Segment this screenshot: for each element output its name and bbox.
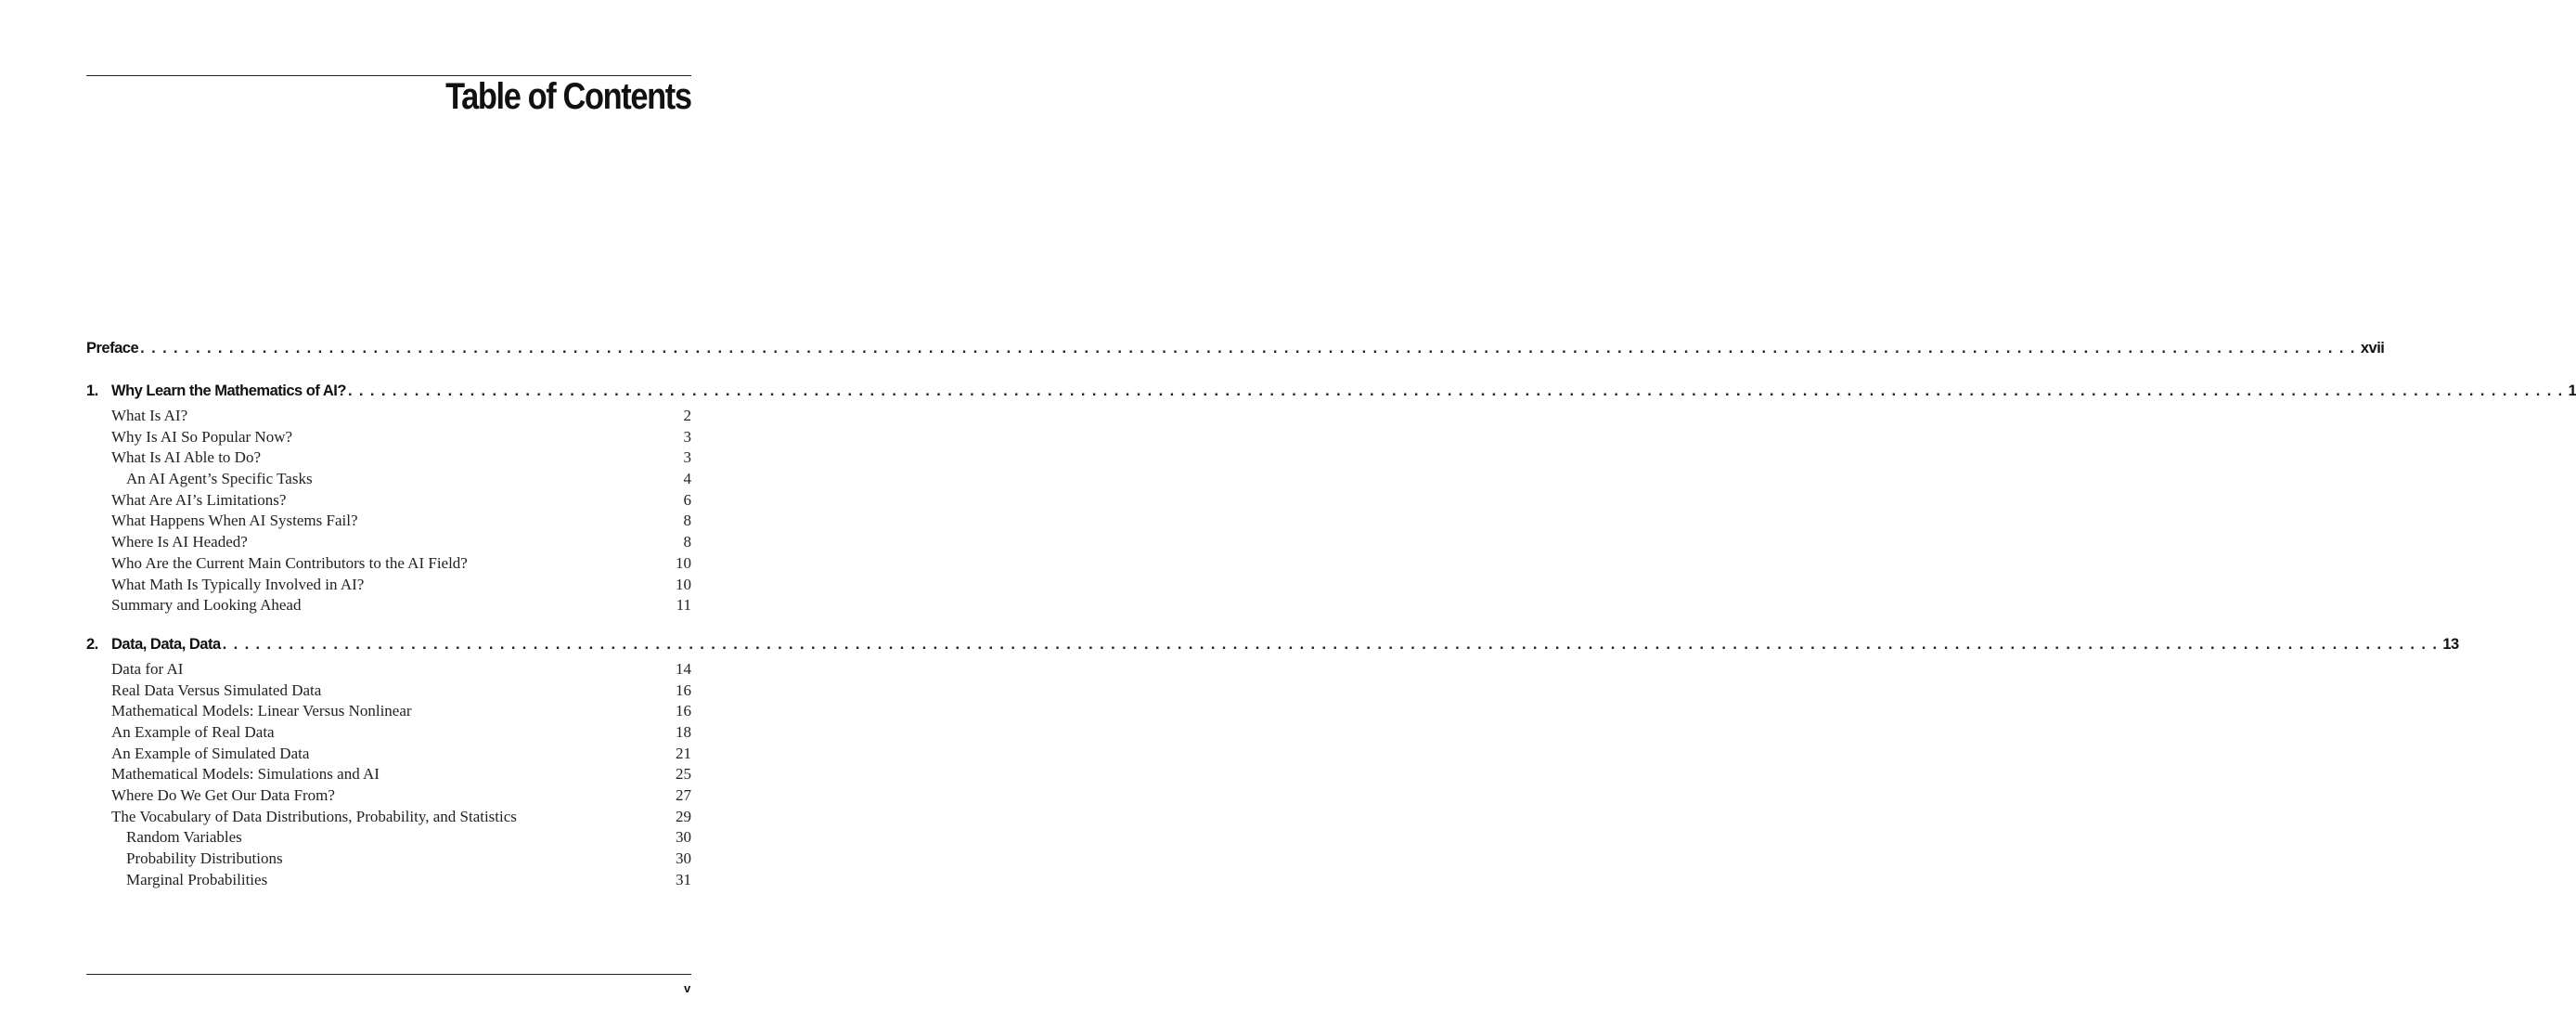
toc-entry-label (86, 407, 187, 425)
toc-page-number: 31 (676, 870, 691, 888)
toc-section[interactable] (86, 808, 691, 829)
toc-entry-label (86, 660, 183, 679)
toc-entry-text: Real Data Versus Simulated Data (111, 681, 322, 699)
toc-entry-label (86, 512, 358, 530)
toc-entry-label (86, 340, 138, 357)
table-of-contents (86, 340, 2576, 891)
toc-entry-text: An AI Agent’s Specific Tasks (126, 470, 313, 488)
toc-page-number: 16 (676, 702, 691, 720)
toc-entry-text: Marginal Probabilities (126, 870, 268, 888)
toc-section[interactable] (86, 512, 691, 533)
toc-entry-label (86, 470, 313, 488)
toc-entry-label (86, 681, 321, 700)
toc-section[interactable] (86, 533, 691, 554)
toc-page-number: 21 (676, 744, 691, 762)
toc-entry-text: Random Variables (126, 828, 242, 847)
toc-entry-text: Where Do We Get Our Data From? (111, 786, 335, 804)
toc-page-number: 27 (676, 786, 691, 804)
toc-page-number: 13 (2442, 635, 2459, 653)
toc-subsection[interactable] (86, 470, 691, 491)
toc-entry-text: What Are AI’s Limitations? (111, 490, 287, 509)
toc-chapter[interactable] (86, 382, 2576, 407)
chapter-number: 1. (86, 382, 98, 399)
toc-page-number: 6 (683, 490, 691, 509)
toc-entry-text: Mathematical Models: Linear Versus Nonlinear (111, 702, 412, 720)
toc-entry-label (86, 702, 412, 720)
page-number: v (684, 981, 691, 995)
toc-entry-label (86, 428, 292, 447)
toc-section[interactable] (86, 554, 691, 576)
toc-entry-text: Summary and Looking Ahead (111, 596, 302, 615)
toc-section[interactable] (86, 786, 691, 808)
toc-entry-label (86, 745, 309, 763)
toc-section[interactable] (86, 745, 691, 766)
toc-page-number: 16 (676, 681, 691, 699)
toc-entry-label (86, 786, 335, 805)
toc-entry-label (86, 765, 380, 784)
toc-entry-text: What Is AI Able to Do? (111, 448, 261, 467)
toc-entry-text: Who Are the Current Main Contributors to the AI Field? (111, 553, 468, 572)
toc-entry-text: An Example of Simulated Data (111, 744, 310, 762)
toc-entry-text: Why Learn the Mathematics of AI? (111, 382, 346, 399)
toc-entry-label (86, 636, 221, 654)
toc-entry-label (86, 871, 267, 889)
toc-entry-text: An Example of Real Data (111, 722, 275, 741)
toc-entry-text: Where Is AI Headed? (111, 533, 248, 551)
page-title: Table of Contents (445, 76, 691, 117)
toc-entry-text: What Math Is Typically Involved in AI? (111, 575, 365, 593)
toc-entry-text: What Is AI? (111, 407, 188, 424)
toc-entry-label (86, 533, 248, 551)
toc-entry-text: Probability Distributions (126, 849, 283, 868)
dot-leader: . . . . . . . . . . . . . . . . . . . . . . . . . . . . . . . . . . . . . . . . . . . . . . . . . . . . . . . . . . . . . . . . . . . . . . . . . . . . . . . . . . . . . . . . . . . . . . . . . . . . . . . . . . . . . . . . . . . . . . . . . . . . . . . . . . . . . . . . . . . . . . . . . . . . . . . . . . . . . . . . . . . . . . . . . . . . . . . . . . . . . . . . . . . . . . . . . . . . . . . . (347, 382, 2564, 399)
toc-page-number: 14 (676, 659, 691, 678)
toc-entry-text: Mathematical Models: Simulations and AI (111, 765, 380, 784)
toc-entry-label (86, 723, 275, 742)
toc-entry-text: What Happens When AI Systems Fail? (111, 512, 358, 530)
toc-preface[interactable] (86, 340, 2385, 364)
toc-entry-text: Data, Data, Data (111, 635, 221, 653)
toc-section[interactable] (86, 723, 691, 745)
toc-page-number: xvii (2360, 340, 2385, 356)
toc-entry-label (86, 808, 517, 826)
dot-leader: . . . . . . . . . . . . . . . . . . . . . . . . . . . . . . . . . . . . . . . . . . . . . . . . . . . . . . . . . . . . . . . . . . . . . . . . . . . . . . . . . . . . . . . . . . . . . . . . . . . . . . . . . . . . . . . . . . . . . . . . . . . . . . . . . . . . . . . . . . . . . . . . . . . . . . . . . . . . . . . . . . . . . . . . . . . . . . . . . . . . . . . . . . . . . . . . . . . . . . . . (222, 635, 2439, 653)
toc-entry-label (86, 576, 364, 594)
toc-page-number: 1 (2568, 382, 2576, 399)
toc-section[interactable] (86, 765, 691, 786)
toc-entry-label (86, 828, 242, 847)
toc-subsection[interactable] (86, 828, 691, 849)
toc-page-number: 30 (676, 828, 691, 847)
toc-page-number: 3 (683, 427, 691, 446)
toc-section[interactable] (86, 428, 691, 449)
bottom-rule (86, 974, 691, 975)
toc-section[interactable] (86, 681, 691, 703)
toc-section[interactable] (86, 448, 691, 470)
chapter-number: 2. (86, 635, 98, 653)
toc-section[interactable] (86, 491, 691, 512)
toc-entry-text: The Vocabulary of Data Distributions, Probability, and Statistics (111, 807, 517, 825)
toc-section[interactable] (86, 596, 691, 617)
toc-subsection[interactable] (86, 849, 691, 871)
toc-section[interactable] (86, 702, 691, 723)
toc-entry-label (86, 448, 261, 467)
toc-entry-label (86, 382, 346, 400)
dot-leader: . . . . . . . . . . . . . . . . . . . . . . . . . . . . . . . . . . . . . . . . . . . . . . . . . . . . . . . . . . . . . . . . . . . . . . . . . . . . . . . . . . . . . . . . . . . . . . . . . . . . . . . . . . . . . . . . . . . . . . . . . . . . . . . . . . . . . . . . . . . . . . . . . . . . . . . . . . . . . . . . . . . . . . . . . . . . . . . . . . . . . . . . . . . . . . . . . . . . . . . . (140, 340, 2356, 356)
toc-entry-label (86, 554, 468, 573)
toc-section[interactable] (86, 407, 691, 428)
toc-page-number: 29 (676, 807, 691, 825)
toc-page-number: 3 (683, 448, 691, 467)
toc-page-number: 25 (676, 765, 691, 784)
toc-entry-label (86, 596, 301, 615)
toc-page-number: 4 (683, 470, 691, 488)
toc-entry-text: Data for AI (111, 659, 184, 678)
toc-chapter[interactable] (86, 635, 2459, 660)
toc-subsection[interactable] (86, 871, 691, 892)
toc-page-number: 8 (683, 512, 691, 530)
toc-page-number: 10 (676, 553, 691, 572)
toc-entry-text: Why Is AI So Popular Now? (111, 427, 293, 446)
toc-page-number: 10 (676, 575, 691, 593)
toc-entry-label (86, 849, 283, 868)
toc-section[interactable] (86, 660, 691, 681)
toc-section[interactable] (86, 576, 691, 597)
toc-page-number: 18 (676, 722, 691, 741)
toc-page-number: 30 (676, 849, 691, 868)
toc-entry-label (86, 491, 286, 510)
toc-page-number: 8 (683, 533, 691, 551)
toc-page-number: 11 (676, 596, 691, 615)
toc-page-number: 2 (683, 407, 691, 424)
toc-entry-text: Preface (86, 340, 139, 356)
